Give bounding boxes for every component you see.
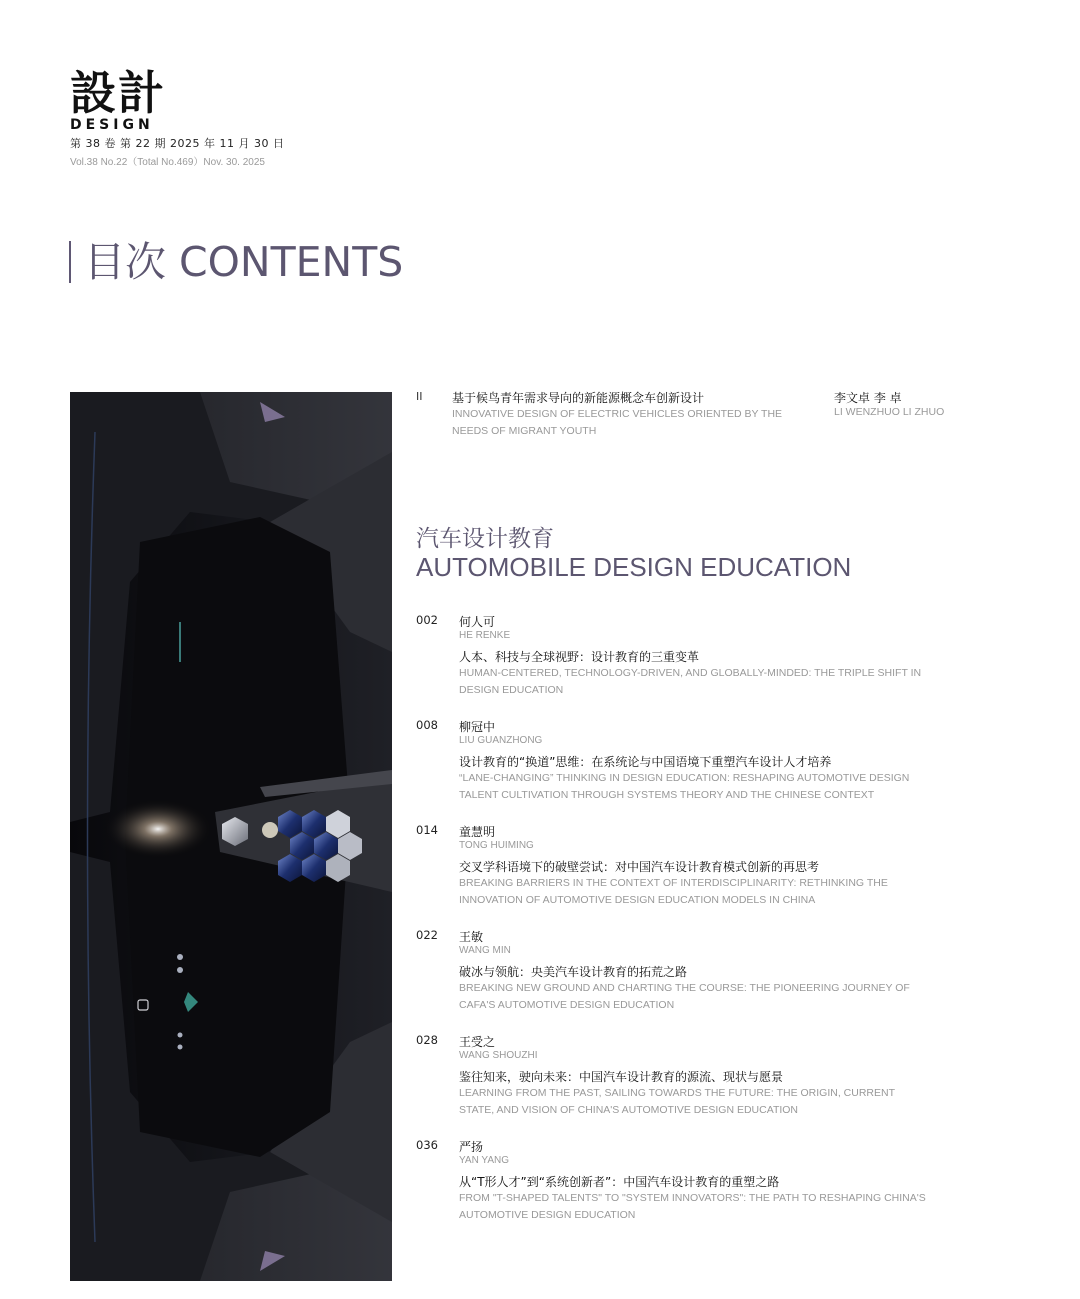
entry-author-en: HE RENKE (459, 630, 511, 641)
entry-title-cn[interactable]: 鉴往知来，驶向未来：中国汽车设计教育的源流、现状与愿景 (459, 1070, 784, 1084)
entry-title-cn[interactable]: 人本、科技与全球视野：设计教育的三重变革 (459, 650, 700, 664)
featured-title-cn[interactable]: 基于候鸟青年需求导向的新能源概念车创新设计 (452, 391, 705, 405)
issue-info-cn: 第 38 卷 第 22 期 2025 年 11 月 30 日 (70, 137, 285, 150)
entry-author-en: WANG SHOUZHI (459, 1050, 538, 1061)
entry-title-cn[interactable]: 设计教育的“换道”思维：在系统论与中国语境下重塑汽车设计人才培养 (459, 755, 832, 769)
entry-title-en: FROM "T-SHAPED TALENTS" TO "SYSTEM INNOVATORS": THE PATH TO RESHAPING CHINA'S AUTOMOTIVE DESIGN EDUCATION (459, 1192, 926, 1221)
entry-page-number: 036 (416, 1138, 438, 1152)
featured-author-cn: 李文卓 李 卓 (834, 391, 902, 405)
entry-author-cn: 严扬 (459, 1140, 484, 1154)
entry-title-en: “LANE-CHANGING” THINKING IN DESIGN EDUCATION: RESHAPING AUTOMOTIVE DESIGN TALENT CULTIVATION THROUGH SYSTEMS THEORY AND THE CHINESE CONTEXT (459, 772, 910, 801)
entry-author-en: TONG HUIMING (459, 840, 534, 851)
entry-page-number: 022 (416, 928, 438, 942)
entry-author-cn: 童慧明 (459, 825, 496, 839)
page-title: 目次 CONTENTS (84, 238, 404, 286)
entry-author-cn: 王受之 (459, 1035, 496, 1049)
entry-title-en: BREAKING NEW GROUND AND CHARTING THE COURSE: THE PIONEERING JOURNEY OF CAFA'S AUTOMOTIVE DESIGN EDUCATION (459, 982, 910, 1011)
entry-page-number: 002 (416, 613, 438, 627)
entry-author-cn: 何人可 (459, 615, 496, 629)
cover-image (70, 392, 392, 1281)
featured-author-en: LI WENZHUO LI ZHUO (834, 406, 945, 418)
entry-author-en: YAN YANG (459, 1155, 510, 1166)
entry-title-cn[interactable]: 交叉学科语境下的破壁尝试：对中国汽车设计教育模式创新的再思考 (459, 860, 820, 874)
entry-author-en: WANG MIN (459, 945, 511, 956)
entry-page-number: 008 (416, 718, 438, 732)
title-accent-bar (69, 241, 71, 283)
entry-title-cn[interactable]: 从“T形人才”到“系统创新者”：中国汽车设计教育的重塑之路 (459, 1175, 780, 1189)
entry-author-cn: 柳冠中 (459, 720, 496, 734)
logo-chinese: 設計 (70, 66, 166, 120)
logo-english: DESIGN (70, 117, 154, 133)
journal-logo (70, 66, 190, 133)
entry-author-cn: 王敏 (459, 930, 484, 944)
issue-info-en: Vol.38 No.22（Total No.469）Nov. 30. 2025 (70, 157, 265, 168)
entry-title-en: LEARNING FROM THE PAST, SAILING TOWARDS THE FUTURE: THE ORIGIN, CURRENT STATE, AND VISION OF CHINA'S AUTOMOTIVE DESIGN EDUCATION (459, 1087, 895, 1116)
entry-page-number: 014 (416, 823, 438, 837)
section-heading-en: AUTOMOBILE DESIGN EDUCATION (416, 552, 852, 582)
featured-page-number: II (416, 390, 423, 403)
entry-title-en: BREAKING BARRIERS IN THE CONTEXT OF INTERDISCIPLINARITY: RETHINKING THE INNOVATION OF AUTOMOTIVE DESIGN EDUCATION MODELS IN CHINA (459, 877, 888, 906)
section-heading-cn: 汽车设计教育 (416, 526, 554, 552)
featured-title-en: INNOVATIVE DESIGN OF ELECTRIC VEHICLES ORIENTED BY THE NEEDS OF MIGRANT YOUTH (452, 408, 783, 437)
entry-title-cn[interactable]: 破冰与领航：央美汽车设计教育的拓荒之路 (459, 965, 688, 979)
entry-page-number: 028 (416, 1033, 438, 1047)
entry-author-en: LIU GUANZHONG (459, 735, 543, 746)
entry-title-en: HUMAN-CENTERED, TECHNOLOGY-DRIVEN, AND GLOBALLY-MINDED: THE TRIPLE SHIFT IN DESIGN EDUCATION (459, 667, 922, 696)
